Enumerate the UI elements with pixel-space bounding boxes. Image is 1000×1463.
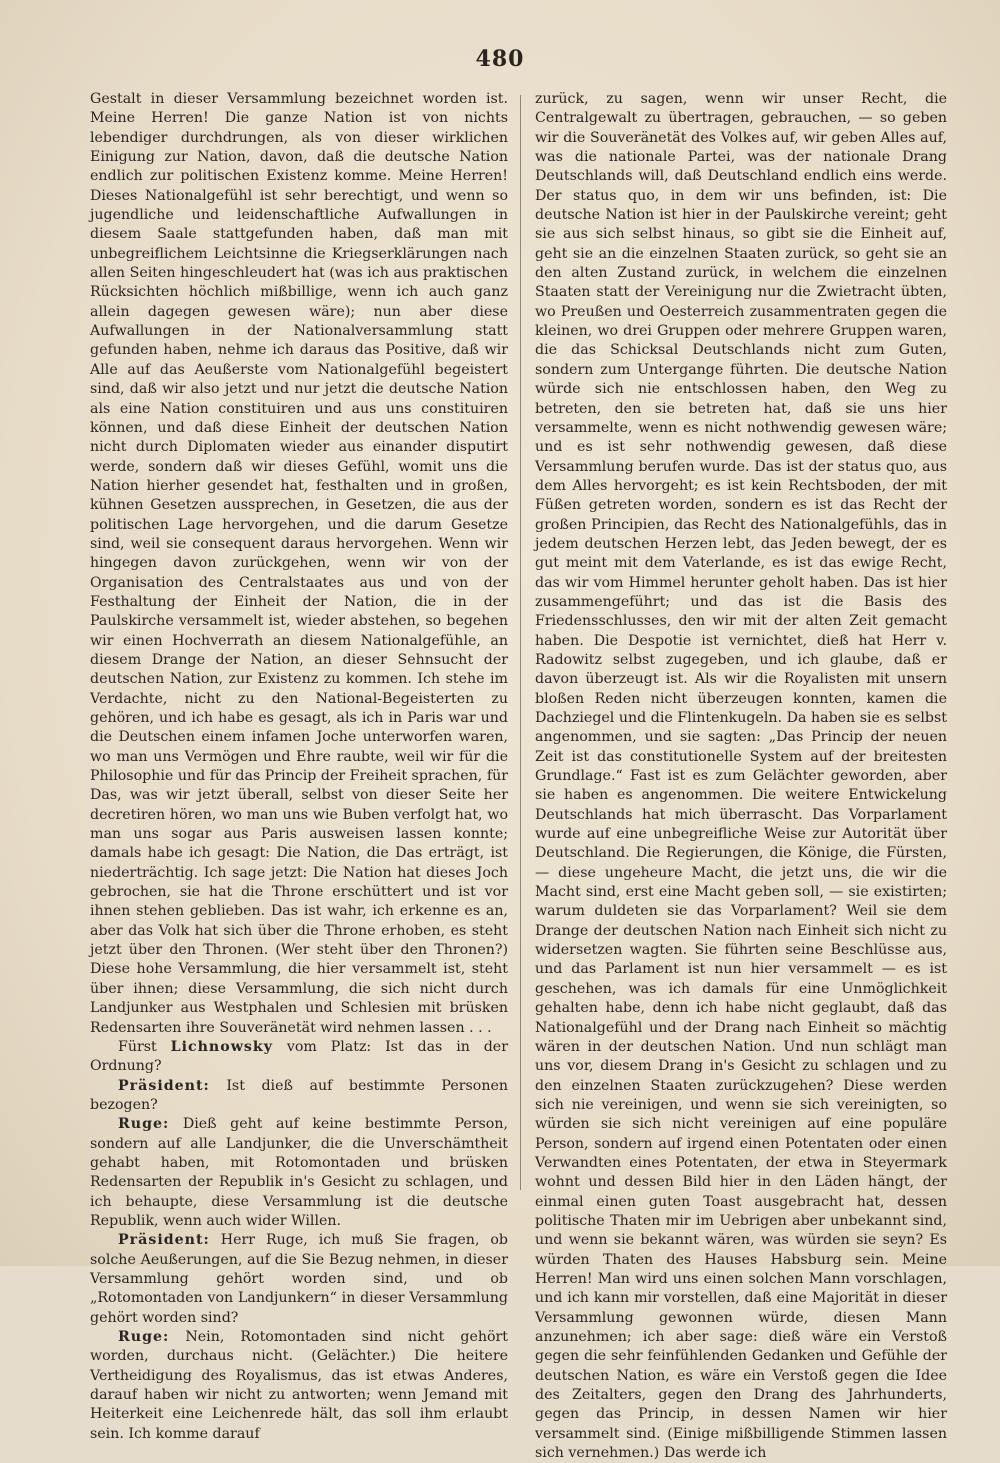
speech-text: Dieß geht auf keine bestimmte Person, sondern auf alle Landjunker, die die Unverschämtheit gehabt haben, mit Rotomontaden und brüsken Redensarten der Republik in's Gesicht zu schlagen, und ich behaupte, diese Versammlung ist die deutsche Republik, wenn auch wider Willen. xyxy=(90,1116,508,1229)
speech-paragraph: Gestalt in dieser Versammlung bezeichnet worden ist. Meine Herren! Die ganze Nation ist von nichts lebendiger durchdrungen, als von dieser wirklichen Einigung zur Nation, davon, daß die deutsche Nation endlich zur politischen Existenz komme. Meine Herren! Dieses Nationalgefühl ist sehr berechtigt, und wenn so jugendliche und leidenschaftliche Aufwallungen in diesem Saale stattgefunden haben, daß man mit unbegreiflichem Leichtsinne die Kriegserklärungen nach allen Seiten hingeschleudert hat (was ich aus praktischen Rücksichten höchlich mißbillige, wenn ich auch ganz allein dagegen gewesen wäre); nun aber diese Aufwallungen in der Nationalversammlung statt gefunden haben, nehme ich daraus das Positive, daß wir Alle auf das Aeußerste vom Nationalgefühl begeistert sind, daß wir also jetzt und nur jetzt die deutsche Nation als eine Nation constituiren und aus uns constituiren können, und daß diese Einheit der deutschen Nation nicht durch Diplomaten wieder aus einander disputirt werde, sondern daß wir dieses Gefühl, womit uns die Nation hierher gesendet hat, festhalten und in großen, kühnen Gesetzen aussprechen, in Gesetzen, die aus der politischen Lage hervorgehen, und die darum Gesetze sind, weil sie consequent daraus hervorgehen. Wenn wir hingegen davon zurückgehen, wenn wir von der Organisation des Centralstaates aus und von der Festhaltung der Einheit der Nation, die in der Paulskirche versammelt ist, wieder abstehen, so begehen wir einen Hochverrath an diesem Nationalgefühle, an diesem Drange der Nation, an dieser Sehnsucht der deutschen Nation, zur Existenz zu kommen. Ich stehe im Verdachte, nicht zu den National-Begeisterten zu gehören, und ich habe es gesagt, als ich in Paris war und die Deutschen einem infamen Joche unterworfen waren, wo man uns Vermögen und Ehre raubte, weil wir für die Philosophie und für das Princip der Freiheit sprachen, für Das, was wir jetzt überall, selbst von dieser Seite her decretiren hören, wo man uns wie Buben verfolgt hat, wo man uns sogar aus Paris ausweisen lassen konnte; damals habe ich gesagt: Die Nation, die Das erträgt, ist niederträchtig. Ich sage jetzt: Die Nation hat dieses Joch gebrochen, sie hat die Throne erschüttert und ist vor ihnen stehen geblieben. Das ist wahr, ich erkenne es an, aber das Volk hat sich über die Throne erhoben, es steht jetzt über den Thronen. (Wer steht über den Thronen?) Diese hohe Versammlung, die hier versammelt ist, steht über ihnen; diese Versammlung, die sich nicht durch Landjunker aus Westphalen und Schlesien mit brüsken Redensarten ihre Souveränetät wird nehmen lassen . . . xyxy=(90,91,508,1036)
president-followup xyxy=(90,1231,508,1328)
left-text-column xyxy=(90,90,509,1442)
interjection-text: vom Platz: Ist das in der Ordnung? xyxy=(90,1038,508,1075)
speech-text: Nein, Rotomontaden sind nicht gehört worden, durchaus nicht. (Gelächter.) Die heitere Vertheidigung des Royalismus, das ist etwas Anderes, darauf haben wir nicht zu antworten; wenn Jemand mit Heiterkeit eine Leichenrede hält, das soll ihm erlaubt sein. Ich komme darauf xyxy=(90,1329,509,1442)
speech-text: Herr Ruge, ich muß Sie fragen, ob solche Aeußerungen, auf die Sie Bezug nehmen, in dieser Versammlung gehört worden sind, und ob „Rotomontaden von Landjunkern“ in dieser Versammlung gehört worden sind? xyxy=(90,1232,509,1326)
speaker-name: Präsident: xyxy=(118,1232,210,1249)
speaker-name: Ruge: xyxy=(118,1329,170,1345)
interjection-lichnowsky xyxy=(90,1038,508,1077)
speech-paragraph: zurück, zu sagen, wenn wir unser Recht, die Centralgewalt zu übertragen, gebrauchen, — so geben wir die Souveränetät des Volkes auf, wir geben Alles auf, was die nationale Partei, was der nationale Drang Deutschlands will, daß Deutschland endlich eins werde. Der status quo, in dem wir uns befinden, ist: Die deutsche Nation ist hier in der Paulskirche vereint; geht sie aus sich selbst hinaus, so gibt sie die Einheit auf, geht sie an die einzelnen Staaten zurück, so geht sie an den alten Zustand zurück, in welchem die einzelnen Staaten statt der Vereinigung nur die Zwietracht übten, wo Preußen und Oesterreich zusammentraten gegen die kleinen, wo drei Gruppen oder mehrere Gruppen waren, die das Schicksal Deutschlands nicht zum Guten, sondern zum Untergange führten. Die deutsche Nation würde sich nie entschlossen haben, den Weg zu betreten, den sie betreten hat, daß sie uns hier versammelte, wenn es nicht nothwendig gewesen wäre; und es ist sehr nothwendig gewesen, daß diese Versammlung berufen wurde. Das ist der status quo, aus dem Alles hervorgeht; es ist kein Rechtsboden, der mit Füßen getreten worden, sondern es ist das Recht der großen Principien, das Recht des Nationalgefühls, das in jedem deutschen Herzen lebt, das Jeden bewegt, der es gut meint mit dem Vaterlande, es ist das ewige Recht, das wir vom Himmel herunter geholt haben. Das ist hier zusammengeführt; und das ist die Basis des Friedensschlusses, den wir mit der alten Zeit gemacht haben. Die Despotie ist vernichtet, dieß hat Herr v. Radowitz selbst zugegeben, und ich glaube, daß er davon überzeugt ist. Als wir die Royalisten mit unsern bloßen Reden nicht überzeugen konnten, kamen die Dachziegel und die Flintenkugeln. Da haben sie es selbst angenommen, und sie sagten: „Das Princip der neuen Zeit ist das constitutionelle System auf der breitesten Grundlage.“ Fast ist es zum Gelächter geworden, aber sie haben es angenommen. Die weitere Entwickelung Deutschlands hat mich überrascht. Das Vorparlament wurde auf eine unbegreifliche Weise zur Autorität über Deutschland. Die Regierungen, die Könige, die Fürsten, — diese ungeheure Macht, die jetzt uns, die wir die Macht sind, erst eine Macht geben soll, — sie existirten; warum duldeten sie das Vorparlament? Weil sie dem Drange der deutschen Nation nach Einheit sich nicht zu widersetzen wagten. Sie führten seine Beschlüsse aus, und das Parlament ist nun hier versammelt — es ist geschehen, was ich damals für eine Unmöglichkeit gehalten habe, denn ich habe nicht geglaubt, daß das Nationalgefühl und der Drang nach Einheit so mächtig wären in der deutschen Nation. Und nun schlägt man uns vor, diesem Drang in's Gesicht zu schlagen und zu den einzelnen Staaten zurückzugehen? Diese werden sich nie vereinigen, und wenn sie sich vereinigten, so würden sie sich nicht vereinigen auf eine populäre Person, sondern auf irgend einen Potentaten oder einen Verwandten eines Potentaten, der etwa in Steyermark wohnt und dessen Bild hier in den Läden hängt, der einmal einen guten Toast ausgebracht hat, dessen politische Thaten mir im Uebrigen aber unbekannt sind, und wenn sie bekannt wären, was würden sie seyn? Es würden Thaten des Hauses Habsburg sein. Meine Herren! Man wird uns einen solchen Mann vorschlagen, und ich kann mir vorstellen, daß eine Majorität in dieser Versammlung gewonnen würde, diesen Mann anzunehmen; ich aber sage: dieß wäre ein Verstoß gegen die sehr feinfühlenden Gedanken und Gefühle der deutschen Nation, es wäre ein Verstoß gegen die Idee des Zeitalters, gegen den Drang des Jahrhunderts, gegen das Princip, in dessen Namen wir hier versammelt sind. (Einige mißbilligende Stimmen lassen sich vernehmen.) Das werde ich xyxy=(535,91,947,1462)
speaker-prefix: Fürst xyxy=(118,1038,157,1055)
column-divider xyxy=(520,95,521,1190)
speaker-name: Präsident: xyxy=(118,1077,210,1094)
right-text-column xyxy=(535,90,947,1462)
ruge-reply xyxy=(90,1115,508,1231)
speaker-name: Lichnowsky xyxy=(170,1038,273,1055)
speaker-name: Ruge: xyxy=(118,1116,170,1133)
speech-text: Ist dieß auf bestimmte Personen bezogen? xyxy=(90,1077,508,1113)
ruge-continuation xyxy=(90,1328,508,1444)
president-question xyxy=(90,1077,508,1116)
page-number: 480 xyxy=(475,46,525,72)
